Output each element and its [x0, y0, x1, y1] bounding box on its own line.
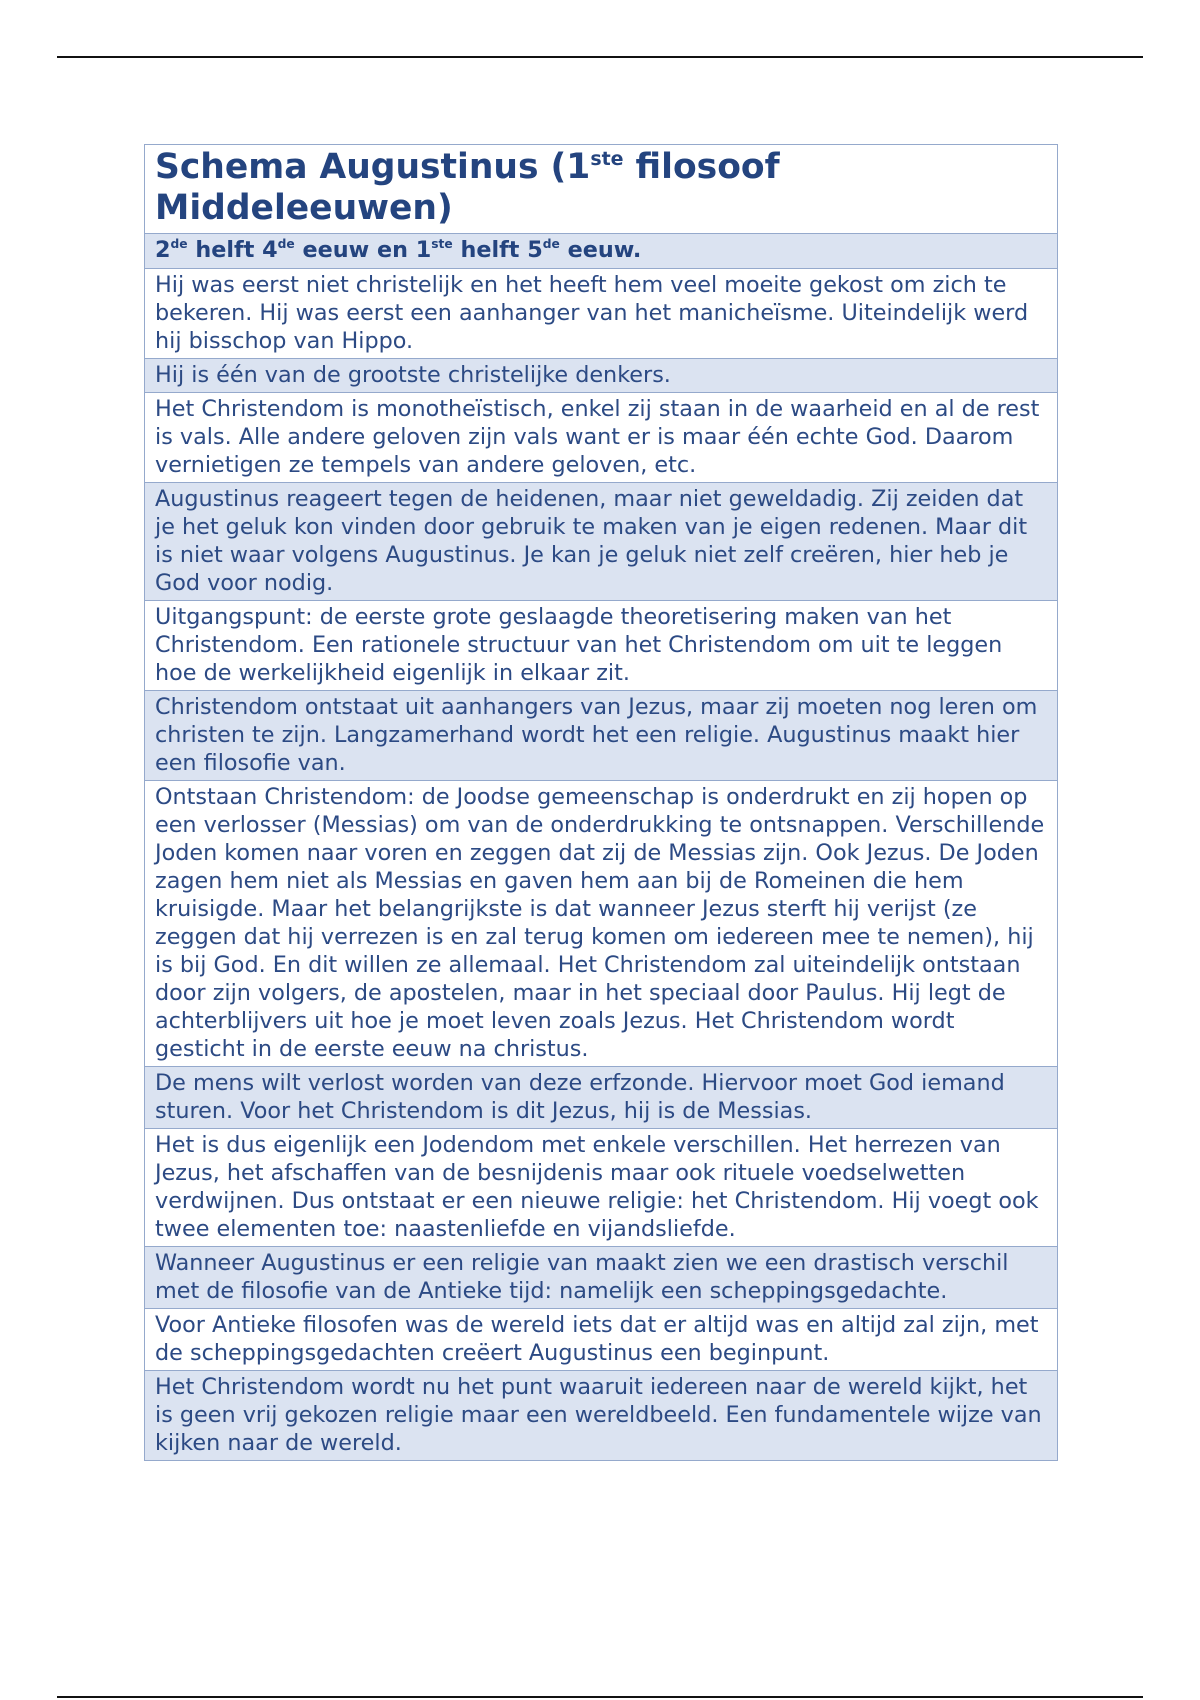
table-row: Augustinus reageert tegen de heidenen, maar niet geweldadig. Zij zeiden dat je het geluk kon vinden door gebruik te maken van je eigen redenen. Maar dit is niet waar volgens Augustinus. Je kan je geluk niet zelf creëren, hier heb je God voor nodig. [145, 482, 1057, 600]
table-row: Het Christendom wordt nu het punt waaruit iedereen naar de wereld kijkt, het is geen vrij gekozen religie maar een wereldbeeld. Een fundamentele wijze van kijken naar de wereld. [145, 1370, 1057, 1460]
table-row: Hij was eerst niet christelijk en het heeft hem veel moeite gekost om zich te bekeren. Hij was eerst een aanhanger van het manicheïsme. Uiteindelijk werd hij bisschop van Hippo. [145, 268, 1057, 358]
footer-rule [57, 1696, 1143, 1698]
table-row: Ontstaan Christendom: de Joodse gemeenschap is onderdrukt en zij hopen op een verlosser (Messias) om van de onderdrukking te ontsnappen. Verschillende Joden komen naar voren en zeggen dat zij de Messias zijn. Ook Jezus. De Joden zagen hem niet als Messias en gaven hem aan bij de Romeinen die hem kruisigde. Maar het belangrijkste is dat wanneer Jezus sterft hij verijst (ze zeggen dat hij verrezen is en zal terug komen om iedereen mee te nemen), hij is bij God. En dit willen ze allemaal. Het Christendom zal uiteindelijk ontstaan door zijn volgers, de apostelen, maar in het speciaal door Paulus. Hij legt de achterblijvers uit hoe je moet leven zoals Jezus. Het Christendom wordt gesticht in de eerste eeuw na christus. [145, 780, 1057, 1066]
table-row: Het Christendom is monotheïstisch, enkel zij staan in de waarheid en al de rest is vals. Alle andere geloven zijn vals want er is maar één echte God. Daarom vernietigen ze tempels van andere geloven, etc. [145, 392, 1057, 482]
schema-title: Schema Augustinus (1ste filosoof Middeleeuwen) [145, 145, 1057, 234]
table-row: Hij is één van de grootste christelijke denkers. [145, 358, 1057, 392]
period-row: 2de helft 4de eeuw en 1ste helft 5de eeuw. [145, 234, 1057, 268]
schema-table [144, 144, 1058, 1461]
header-rule [57, 56, 1143, 58]
table-row: Wanneer Augustinus er een religie van maakt zien we een drastisch verschil met de filosofie van de Antieke tijd: namelijk een scheppingsgedachte. [145, 1246, 1057, 1308]
table-row: Het is dus eigenlijk een Jodendom met enkele verschillen. Het herrezen van Jezus, het afschaffen van de besnijdenis maar ook rituele voedselwetten verdwijnen. Dus ontstaat er een nieuwe religie: het Christendom. Hij voegt ook twee elementen toe: naastenliefde en vijandsliefde. [145, 1128, 1057, 1246]
table-row: Voor Antieke filosofen was de wereld iets dat er altijd was en altijd zal zijn, met de scheppingsgedachten creëert Augustinus een beginpunt. [145, 1308, 1057, 1370]
table-row: Christendom ontstaat uit aanhangers van Jezus, maar zij moeten nog leren om christen te zijn. Langzamerhand wordt het een religie. Augustinus maakt hier een filosofie van. [145, 690, 1057, 780]
table-row: Uitgangspunt: de eerste grote geslaagde theoretisering maken van het Christendom. Een rationele structuur van het Christendom om uit te leggen hoe de werkelijkheid eigenlijk in elkaar zit. [145, 600, 1057, 690]
table-row: De mens wilt verlost worden van deze erfzonde. Hiervoor moet God iemand sturen. Voor het Christendom is dit Jezus, hij is de Messias. [145, 1066, 1057, 1128]
